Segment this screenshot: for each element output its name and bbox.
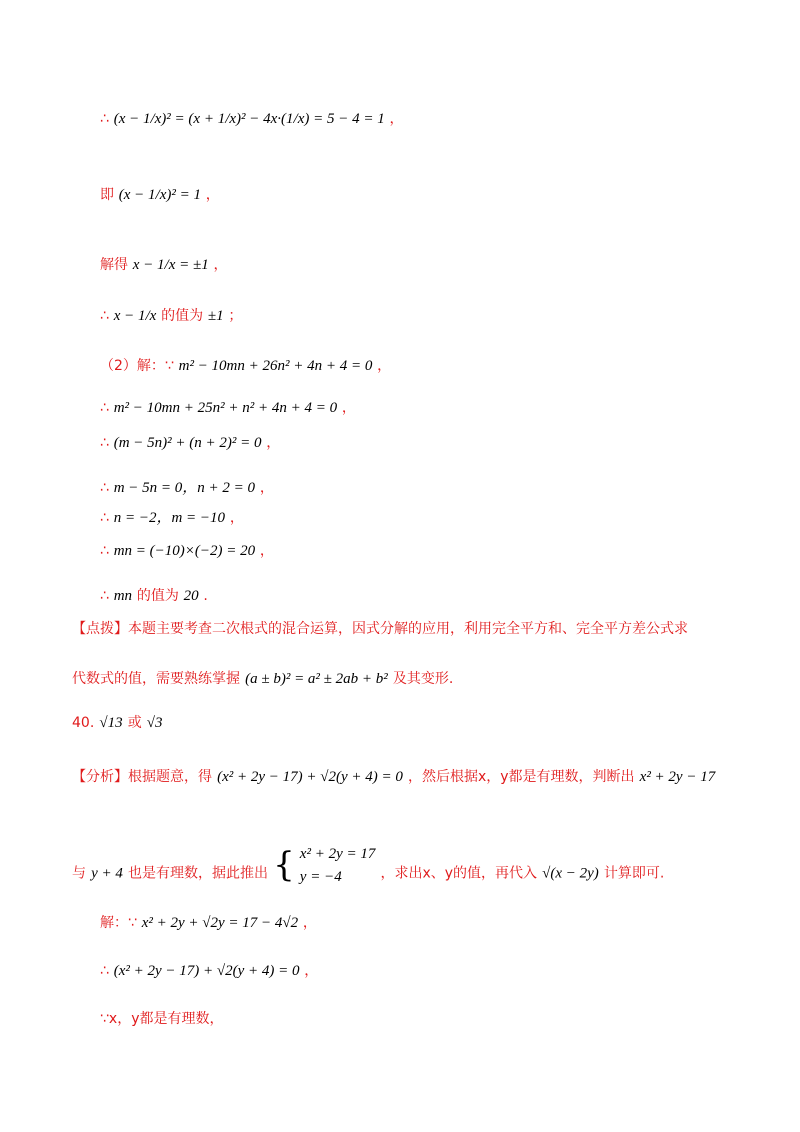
analysis-text: ，然后根据x，y都是有理数，判断出 [407, 769, 635, 785]
or-text: 或 [127, 715, 142, 731]
punctuation: ， [377, 358, 392, 374]
punctuation: ， [213, 257, 228, 273]
therefore-symbol: ∴ [100, 510, 109, 526]
equation: m² − 10mn + 26n² + 4n + 4 = 0 [178, 358, 373, 374]
equation: (m − 5n)² + (n + 2)² = 0 [113, 435, 262, 451]
equation: (x − 1/x)² = 1 [118, 187, 201, 203]
line-text: ∵x，y都是有理数， [100, 1011, 224, 1027]
punctuation: ， [229, 510, 244, 526]
punctuation: ， [266, 435, 281, 451]
system-rows [300, 842, 376, 888]
analysis-text: ，求出x、y的值，再代入 [380, 865, 538, 882]
line-prefix: （2）解：∵ [100, 358, 174, 374]
equation: x − 1/x [113, 308, 157, 324]
question-40-answer [72, 712, 163, 732]
analysis-formula: x² + 2y − 17 [639, 769, 716, 785]
analysis-text: 【分析】根据题意，得 [72, 769, 212, 785]
therefore-symbol: ∴ [100, 435, 109, 451]
punctuation: ， [259, 543, 274, 559]
analysis-formula: (x² + 2y − 17) + √2(y + 4) = 0 [217, 769, 403, 785]
line-prefix: 解：∵ [100, 915, 137, 931]
system-eq-2: y = −4 [299, 869, 342, 885]
equation: m² − 10mn + 25n² + n² + 4n + 4 = 0 [113, 400, 338, 416]
answer-b: √3 [146, 715, 163, 731]
equation: mn [113, 588, 133, 604]
therefore-symbol: ∴ [100, 963, 109, 979]
punctuation: ； [228, 308, 243, 324]
note-text: 代数式的值，需要熟练掌握 [72, 671, 240, 687]
punctuation: ， [302, 915, 317, 931]
analysis-formula: y + 4 [91, 865, 123, 882]
analysis-text: 计算即可. [603, 865, 665, 882]
equation: (x − 1/x)² = (x + 1/x)² − 4x·(1/x) = 5 − 4 = 1 [113, 111, 385, 127]
question-number: 40. [72, 715, 95, 731]
system-eq-1: x² + 2y = 17 [299, 846, 376, 862]
punctuation: ， [205, 187, 220, 203]
note-text: 及其变形. [392, 671, 454, 687]
note-formula: (a ± b)² = a² ± 2ab + b² [245, 671, 388, 687]
eq-line-4 [100, 305, 242, 325]
equation: x − 1/x = ±1 [132, 257, 209, 273]
eq-line-9 [100, 506, 244, 527]
equation-tail: ±1 [207, 308, 224, 324]
equation: n = −2，m = −10 [113, 510, 226, 526]
note-line-2 [72, 668, 453, 688]
therefore-symbol: ∴ [100, 480, 109, 496]
eq-line-6 [100, 397, 356, 417]
brace-icon: { [273, 845, 295, 885]
line-text: 的值为 [161, 308, 204, 324]
equation-tail: 20 [183, 588, 199, 604]
line-prefix: 即 [100, 187, 114, 203]
therefore-symbol: ∴ [100, 588, 109, 604]
eq-line-3 [100, 254, 228, 274]
equation: mn = (−10)×(−2) = 20 [113, 543, 256, 559]
analysis-text: 也是有理数，据此推出 [127, 865, 268, 882]
equation: (x² + 2y − 17) + √2(y + 4) = 0 [113, 963, 300, 979]
punctuation: ， [341, 400, 356, 416]
eq-line-5 [100, 355, 391, 375]
therefore-symbol: ∴ [100, 308, 109, 324]
solution-line-2 [100, 960, 318, 980]
note-line-1: 【点拨】本题主要考查二次根式的混合运算，因式分解的应用，利用完全平方和、完全平方差公式求 [72, 621, 688, 637]
eq-line-11 [100, 585, 208, 605]
line-text: 的值为 [136, 588, 179, 604]
equation: m − 5n = 0，n + 2 = 0 [113, 480, 256, 496]
answer-a: √13 [99, 715, 123, 731]
solution-line-3 [100, 1008, 223, 1028]
line-prefix: 解得 [100, 257, 128, 273]
analysis-text: 与 [72, 865, 86, 882]
therefore-symbol: ∴ [100, 111, 109, 127]
eq-line-2 [100, 184, 220, 204]
eq-line-7 [100, 432, 280, 452]
eq-line-10 [100, 540, 274, 560]
eq-line-8 [100, 476, 274, 497]
analysis-line-1 [72, 766, 715, 786]
eq-line-1 [100, 108, 404, 128]
analysis-line-2 [72, 845, 665, 896]
punctuation: ， [304, 963, 319, 979]
punctuation: . [203, 588, 208, 604]
solution-line-1 [100, 912, 317, 932]
equation: x² + 2y + √2y = 17 − 4√2 [141, 915, 299, 931]
therefore-symbol: ∴ [100, 400, 109, 416]
equation-system [273, 842, 375, 888]
analysis-formula: √(x − 2y) [542, 865, 599, 882]
punctuation: ， [389, 111, 404, 127]
punctuation: ， [259, 480, 274, 496]
therefore-symbol: ∴ [100, 543, 109, 559]
